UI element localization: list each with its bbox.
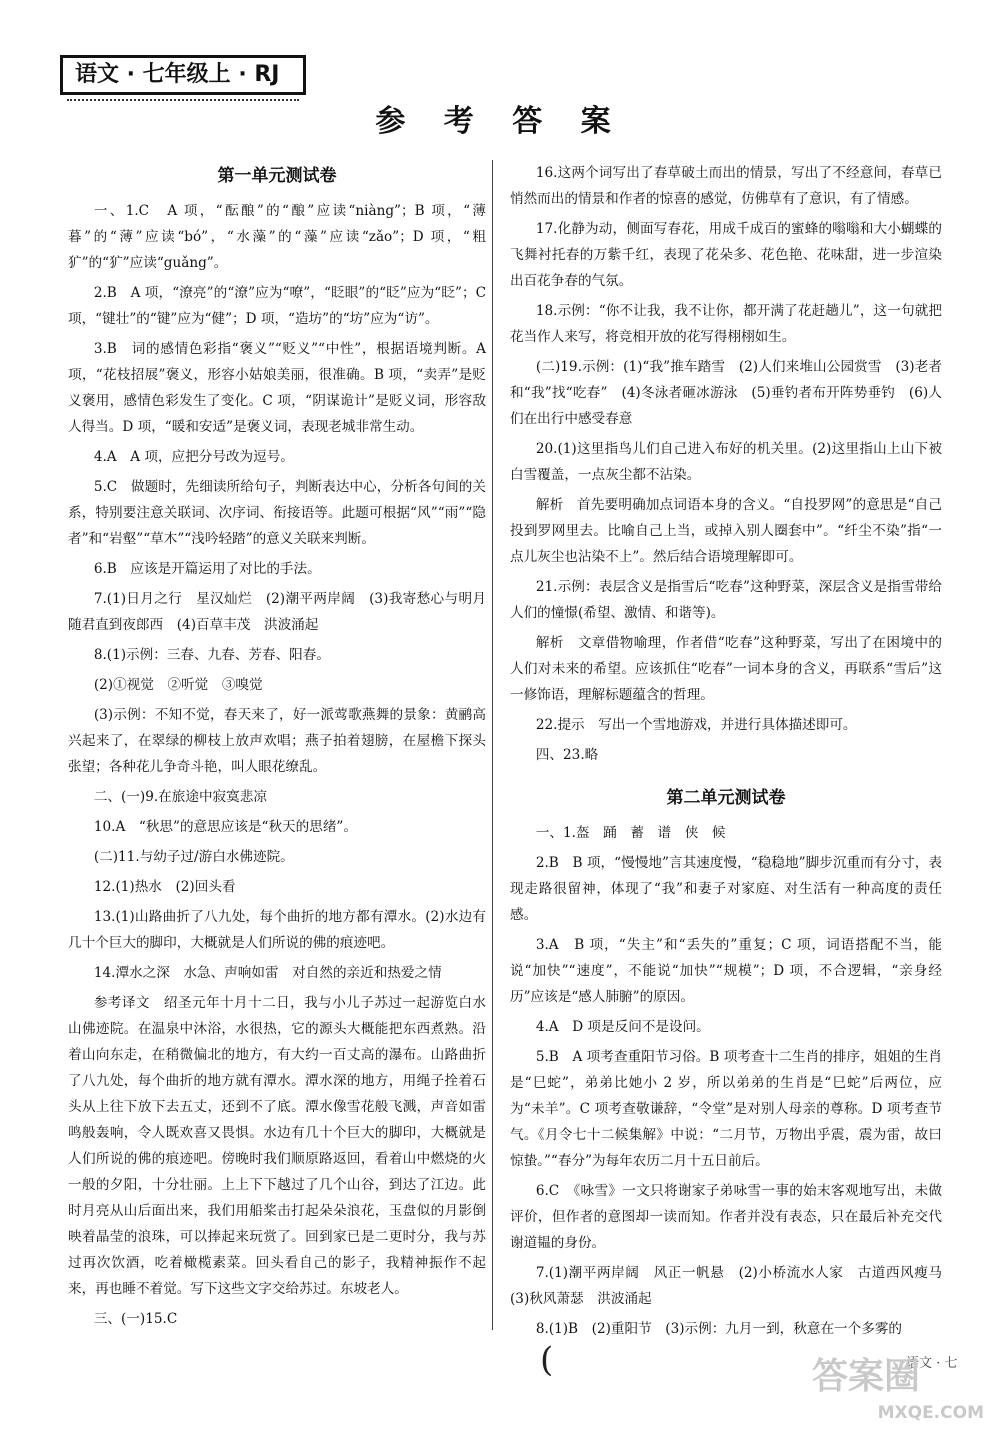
answer-item: 2.B A 项，“潦亮”的“潦”应为“嘹”，“眨眼”的“眨”应为“眨”；C 项，“键壮”的“键”应为“健”；D 项，“造坊”的“坊”应为“访”。 <box>68 285 486 327</box>
answer-item: 一、1.C A 项，“酝酿”的“酿”应读“niàng”；B 项，“薄暮”的“薄”应读“bó”，“水藻”的“藻”应读“zǎo”；D 项，“粗犷”的“犷”应读“guǎng”。 <box>68 203 486 271</box>
answer-item: 一、1.盔 踊 蓄 谱 侠 候 <box>535 825 726 841</box>
unit-2-answers <box>510 820 956 1342</box>
answer-item: 13.(1)山路曲折了八九处，每个曲折的地方都有潭水。(2)水边有几十个巨大的脚印，大概就是人们所说的佛的痕迹吧。 <box>68 909 486 951</box>
page-label: 语文 · 七 <box>906 1356 958 1371</box>
answer-item: 3.B 词的感情色彩指“褒义”“贬义”“中性”，根据语境判断。A 项，“花枝招展”褒义，形容小姑娘美丽，很准确。B 项，“卖弄”是贬义褒用，感情色彩发生了变化。C 项，“阴谋诡计”是贬义词，形容敌人得当。D 项，“暖和安适”是褒义词，表现老城非常生动。 <box>68 341 486 435</box>
answer-item: 二、(一)9.在旅途中寂寞悲凉 <box>93 789 267 805</box>
answer-item: 3.A B 项，“失主”和“丢失的”重复；C 项，词语搭配不当，能说“加快”“速度”，不能说“加快”“规模”；D 项，不合逻辑，“亲身经历”应该是“感人肺腑”的原因。 <box>510 937 942 1005</box>
answer-item: 四、23.略 <box>535 747 599 763</box>
answer-item: 7.(1)日月之行 星汉灿烂 (2)潮平两岸阔 (3)我寄愁心与明月 随君直到夜郎西 (4)百草丰茂 洪波涌起 <box>68 591 500 633</box>
left-column <box>68 160 500 1330</box>
answer-item: 6.B 应该是开篇运用了对比的手法。 <box>93 561 321 577</box>
answer-item: 4.A A 项，应把分号改为逗号。 <box>93 449 294 465</box>
answer-item: (2)①视觉 ②听觉 ③嗅觉 <box>93 677 263 693</box>
answer-item: 解析 文章借物喻理，作者借“吃春”这种野菜，写出了在困境中的人们对未来的希望。应该抓住“吃春”一词本身的含义，再联系“雪后”这一修饰语，理解标题蕴含的哲理。 <box>510 635 942 703</box>
page-title: 参 考 答 案 <box>375 104 625 139</box>
answer-item: 12.(1)热水 (2)回头看 <box>93 879 236 895</box>
answer-item: 17.化静为动，侧面写春花，用成千成百的蜜蜂的嗡嗡和大小蝴蝶的飞舞衬托春的万紫千红，表现了花朵多、花色艳、花味甜，进一步渲染出百花争春的气氛。 <box>510 221 942 289</box>
answer-item: 10.A “秋思”的意思应该是“秋天的思绪”。 <box>93 819 357 835</box>
unit-1-answers <box>68 198 500 1332</box>
watermark-url: MXQE.COM <box>877 1403 984 1423</box>
subject-tag: 语文 · 七年级上 · RJ <box>60 55 306 95</box>
unit-1-title: 第一单元测试卷 <box>217 166 337 186</box>
answer-item: 20.(1)这里指鸟儿们自己进入布好的机关里。(2)这里指山上山下被白雪覆盖，一点灰尘都不沾染。 <box>510 441 942 483</box>
answer-item: (3)示例：不知不觉，春天来了，好一派莺歌燕舞的景象：黄鹂高兴起来了，在翠绿的柳枝上放声欢唱；燕子拍着翅膀，在屋檐下探头张望；各种花儿争奇斗艳，叫人眼花缭乱。 <box>68 707 486 775</box>
answer-item: 21.示例：表层含义是指雪后“吃春”这种野菜，深层含义是指雪带给人们的憧憬(希望、激情、和谐等)。 <box>510 579 942 621</box>
answer-item: 5.B A 项考查重阳节习俗。B 项考查十二生肖的排序，姐姐的生肖是“巳蛇”，弟弟比她小 2 岁，所以弟弟的生肖是“巳蛇”后两位，应为“未羊”。C 项考查敬谦辞，“令堂”是对别人母亲的尊称。D 项考查节气。《月令七十二候集解》中说：“二月节，万物出乎震，震为雷，故曰惊蛰。”“春分”为每年农历二月十五日前后。 <box>510 1049 942 1169</box>
watermark-logo <box>812 1355 984 1437</box>
answer-item: (二)11.与幼子过/游白水佛迹院。 <box>93 849 294 865</box>
answer-item: 解析 首先要明确加点词语本身的含义。“自投罗网”的意思是“自己投到罗网里去。比喻自己上当，或掉入别人圈套中”。“纤尘不染”指“一点儿灰尘也沾染不上”。然后结合语境理解即可。 <box>510 497 942 565</box>
answer-item: 三、(一)15.C <box>93 1311 178 1327</box>
answer-item: 18.示例：“你不让我，我不让你，都开满了花赶趟儿”，这一句就把花当作人来写，将竞相开放的花写得栩栩如生。 <box>510 303 942 345</box>
watermark-text: 答案圈 <box>812 1356 921 1397</box>
column-divider <box>492 160 493 1330</box>
page-mark: ( <box>540 1340 554 1380</box>
answer-item: 7.(1)潮平两岸阔 风正一帆悬 (2)小桥流水人家 古道西风瘦马 (3)秋风萧瑟 洪波涌起 <box>510 1265 956 1307</box>
answer-item: 8.(1)示例：三春、九春、芳春、阳春。 <box>93 647 330 663</box>
answer-item: 22.提示 写出一个雪地游戏，并进行具体描述即可。 <box>535 717 857 733</box>
answer-item: 4.A D 项是反问不是设问。 <box>535 1019 710 1035</box>
answer-item: 14.潭水之深 水急、声响如雷 对自然的亲近和热爱之情 <box>93 965 442 981</box>
unit-2-title: 第二单元测试卷 <box>666 788 786 808</box>
answer-item: 2.B B 项，“慢慢地”言其速度慢，“稳稳地”脚步沉重而有分寸，表现走路很留神，体现了“我”和妻子对家庭、对生活有一种高度的责任感。 <box>510 855 942 923</box>
unit-1-answers-continued <box>510 160 942 768</box>
answer-item: 参考译文 绍圣元年十月十二日，我与小儿子苏过一起游览白水山佛迹院。在温泉中沐浴，水很热，它的源头大概能把东西煮熟。沿着山向东走，在稍微偏北的地方，有大约一百丈高的瀑布。山路曲折了八九处，每个曲折的地方就有潭水。潭水深的地方，用绳子拴着石头从上往下放下去五丈，还到不了底。潭水像雪花般飞溅，声音如雷鸣般轰响，令人既欢喜又畏惧。水边有几十个巨大的脚印，大概就是人们所说的佛的痕迹吧。傍晚时我们顺原路返回，看着山中燃烧的火一般的夕阳，十分壮丽。上上下下越过了几个山谷，到达了江边。此时月亮从山后面出来，我们用船桨击打起朵朵浪花，玉盘似的月影倒映着晶莹的浪珠，可以捧起来玩赏了。回到家已是二更时分，我与苏过再次饮酒，吃着橄榄素菜。回头看自己的影子，我精神振作不起来，再也睡不着觉。写下这些文字交给苏过。东坡老人。 <box>68 995 486 1297</box>
right-column <box>510 160 956 1337</box>
answer-item: (二)19.示例：(1)“我”推车踏雪 (2)人们来堆山公园赏雪 (3)老者和“我”找“吃春” (4)冬泳者砸冰游泳 (5)垂钓者布开阵势垂钓 (6)人们在出行中感受春意 <box>510 359 942 427</box>
answer-item: 6.C 《咏雪》一文只将谢家子弟咏雪一事的始末客观地写出，未做评价，但作者的意图却一读而知。作者并没有表态，只在最后补充交代谢道韫的身份。 <box>510 1183 942 1251</box>
answer-item: 16.这两个词写出了春草破土而出的情景，写出了不经意间，春草已悄然而出的情景和作者的惊喜的感觉，仿佛草有了意识，有了情感。 <box>510 165 942 207</box>
answer-item: 8.(1)B (2)重阳节 (3)示例：九月一到，秋意在一个多雾的 <box>535 1321 903 1337</box>
answer-item: 5.C 做题时，先细读所给句子，判断表达中心，分析各句间的关系，特别要注意关联词、次序词、衔接语等。此题可根据“风”“雨”“隐者”和“岩壑”“草木”“浅吟轻踏”的意义关联来判断。 <box>68 479 486 547</box>
